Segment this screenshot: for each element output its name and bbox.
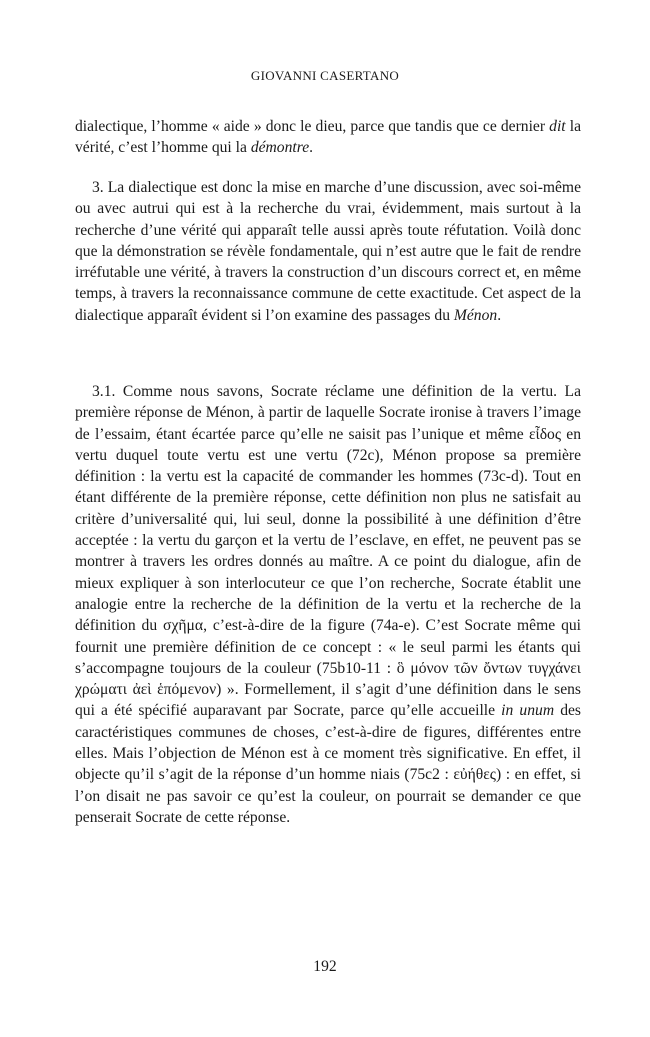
paragraph-1 <box>75 116 581 159</box>
p1-text-3: . <box>309 139 314 157</box>
running-head: GIOVANNI CASERTANO <box>250 68 400 83</box>
p2-text-2: . <box>497 306 502 324</box>
paragraph-3 <box>75 381 581 828</box>
p2-text-1: 3. La dialectique est donc la mise en marche d’une discussion, avec soi-même ou avec autrui qui est à la recherche du vrai, évidemment, mais surtout à la recherche d’une vérité qui apparaît telle aussi après toute réfutation. Voilà donc que la démonstration se révèle fondamentale, qui n’est autre que le fait de rendre irréfutable une vérité, à travers la construction d’un discours correct et, en même temps, à travers la reconnaissance commune de cette exactitude. Cet aspect de la dialectique apparaît évident si l’on examine des passages du <box>75 179 581 324</box>
p3-emphasis-in-unum: in unum <box>501 702 555 720</box>
p1-text-1: dialectique, l’homme « aide » donc le dieu, parce que tandis que ce dernier <box>75 118 550 135</box>
p1-emphasis-demontre: démontre <box>250 139 310 157</box>
p2-emphasis-menon: Ménon <box>453 306 498 324</box>
p1-emphasis-dit: dit <box>549 118 566 135</box>
p3-text-1: 3.1. Comme nous savons, Socrate réclame une définition de la vertu. La première réponse de Ménon, à partir de laquelle Socrate ironise à travers l’image de l’essaim, étant écartée parce qu’elle ne saisit pas l’unique et même εἶδος en vertu duquel toute vertu est une vertu (72c), Ménon propose sa première définition : la vertu est la capacité de commander les hommes (73c-d). Tout en étant différente de la première réponse, cette définition non plus ne satisfait au critère d’universalité qui, lui seul, donne la possibilité à une définition d’être acceptée : la vertu du garçon et la vertu de l’esclave, en effet, ne peuvent pas se montrer à travers les ordres donnés au maître. A ce point du dialogue, afin de mieux expliquer à son interlocuteur ce que l’on recherche, Socrate établit une analogie entre la recherche de la définition de la vertu et la recherche de la définition du σχῆμα, c’est-à-dire de la figure (74a-e). C’est Socrate même qui fournit une première définition de ce concept : « le seul parmi les étants qui s’accompagne toujours de la couleur (75b10-11 : ὃ μόνον τῶν ὄντων τυγχάνει χρώματι ἀεὶ ἑπόμενον) ». Formellement, il s’agit d’une définition dans le sens qui a été spécifié auparavant par Socrate, parce qu’elle accueille <box>75 383 581 720</box>
paragraph-2 <box>75 177 581 326</box>
p3-text-2: des caractéristiques communes de choses, c’est-à-dire de figures, différentes entre elles. Mais l’objection de Ménon est à ce moment très significative. En effet, il objecte qu’il s’agit de la réponse d’un homme niais (75c2 : εὐήθες) : en effet, si l’on disait ne pas savoir ce qu’est la couleur, on pourrait se demander ce que penserait Socrate de cette réponse. <box>75 702 581 826</box>
p1-text-2: la vérité, c’est l’homme qui la <box>75 118 581 157</box>
page-number: 192 <box>313 958 337 975</box>
